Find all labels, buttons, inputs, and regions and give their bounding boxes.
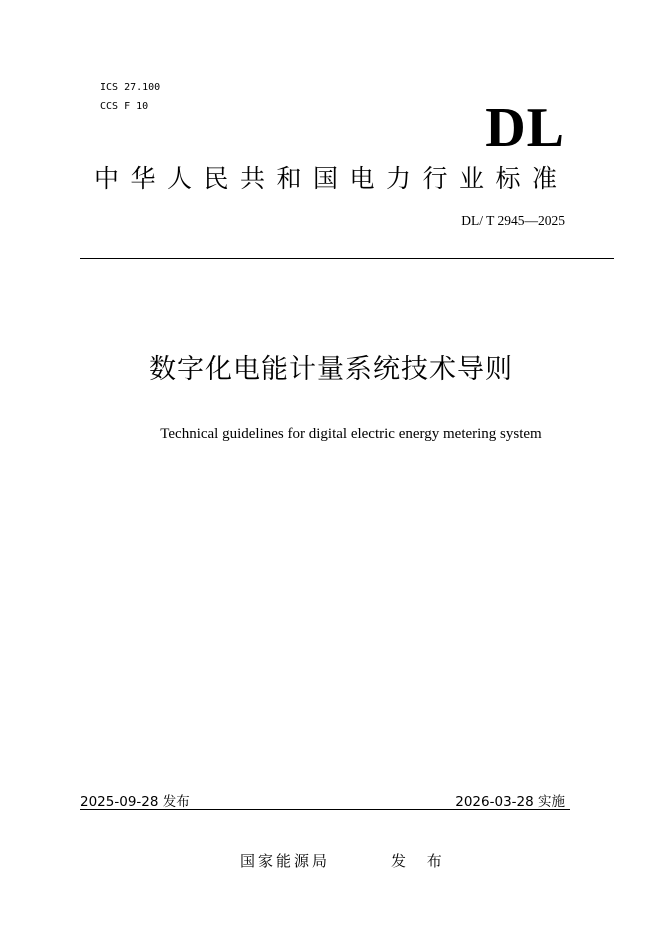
issue-label: 发 布: [391, 852, 450, 870]
standard-logo: DL: [485, 97, 565, 159]
publish-date: 2025-09-28 发布: [80, 794, 190, 810]
top-divider: [80, 258, 614, 259]
ccs-code: CCS F 10: [100, 101, 149, 112]
industry-standard-heading: 中华人民共和国电力行业标准: [94, 164, 569, 193]
standard-number: DL/ T 2945—2025: [461, 213, 565, 228]
ics-code: ICS 27.100: [100, 82, 161, 93]
effective-date: 2026-03-28 实施: [455, 794, 565, 810]
bottom-divider: [80, 809, 570, 810]
document-title-chinese: 数字化电能计量系统技术导则: [149, 354, 513, 385]
document-title-english: Technical guidelines for digital electric energy metering system: [160, 426, 542, 442]
issuing-authority: 国家能源局: [240, 852, 331, 870]
